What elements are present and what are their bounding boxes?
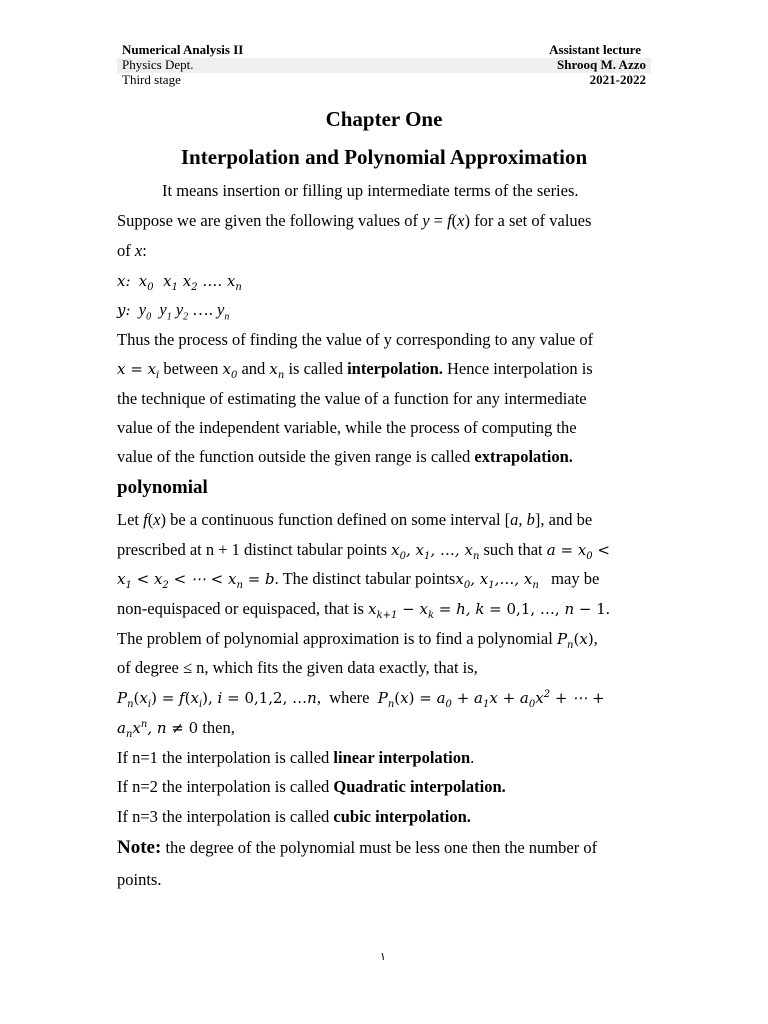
header-row-3 [117, 73, 651, 88]
para3-line1: Let f(x) be a continuous function defined on some interval [a, b], and be [117, 510, 593, 529]
academic-year: 2021-2022 [589, 72, 646, 87]
topic-title: Interpolation and Polynomial Approximation [180, 145, 588, 169]
header-row-1 [117, 43, 651, 58]
department: Physics Dept. [122, 57, 194, 72]
x-values-line: x: $x_0$ $x_1$ $x_2$ …. $x_n$ [117, 272, 242, 293]
header-row-2 [117, 58, 651, 73]
para3-line2: prescribed at n + 1 distinct tabular points $x_0$, $x_1$, …, $x_n$ such that $a = x_0$ < [117, 540, 610, 562]
lecturer-position: Assistant lecture [549, 42, 641, 57]
note-line2: points. [117, 870, 162, 889]
y-values-line: y: $y_0$ $y_1$ $y_2$ …. $y_n$ [117, 300, 230, 323]
para3-line6: of degree ≤ n, which fits the given data exactly, that is, [117, 658, 478, 677]
section-heading: polynomial [117, 477, 208, 498]
case-quadratic: If n=2 the interpolation is called Quadratic interpolation. [117, 777, 506, 796]
lecturer-name: Shrooq M. Azzo [557, 57, 646, 72]
page-number: ١ [380, 951, 386, 963]
note-line1: Note: the degree of the polynomial must be less one then the number of [117, 837, 598, 858]
course-name: Numerical Analysis II [122, 42, 244, 57]
para3-line8: $a_nx^n$, n ≠ 0 then, [117, 718, 235, 740]
para1-line2: of x: [117, 241, 147, 260]
note-label: Note: [117, 837, 162, 858]
para2-line1: Thus the process of finding the value of y corresponding to any value of [117, 330, 594, 349]
para2-line2: $x = x_i$ between $x_0$ and $x_n$ is called interpolation. Hence interpolation is [117, 359, 593, 381]
para3-line3: $x_1 < x_2$ < ⋯ < $x_n = b$. The distinct tabular pointsx$_0$, $x_1,\dots$, $x_n$ may be [117, 569, 600, 591]
para2-line5: value of the function outside the given range is called extrapolation. [117, 447, 573, 466]
para3-line4: non-equispaced or equispaced, that is $x_{k+1} - x_k = h$, k = 0,1, …, n − 1. [117, 599, 610, 621]
para2-line4: value of the independent variable, while the process of computing the [117, 418, 577, 437]
chapter-title: Chapter One [325, 107, 443, 131]
para3-line7: $P_n(x_i) = f(x_i)$, i = 0,1,2, …n, where $P_n(x) = a_0 + a_1x + a_0x^2$ + ⋯ + [117, 688, 605, 710]
para2-line3: the technique of estimating the value of a function for any intermediate [117, 389, 587, 408]
para3-line5: The problem of polynomial approximation is to find a polynomial $P_n(x)$, [117, 629, 598, 651]
case-linear: If n=1 the interpolation is called linear interpolation. [117, 748, 475, 767]
intro-text: It means insertion or filling up intermediate terms of the series. [162, 181, 579, 200]
stage: Third stage [122, 72, 181, 87]
para1-line1: Suppose we are given the following values of y = f(x) for a set of values [117, 211, 592, 230]
case-cubic: If n=3 the interpolation is called cubic interpolation. [117, 807, 471, 826]
